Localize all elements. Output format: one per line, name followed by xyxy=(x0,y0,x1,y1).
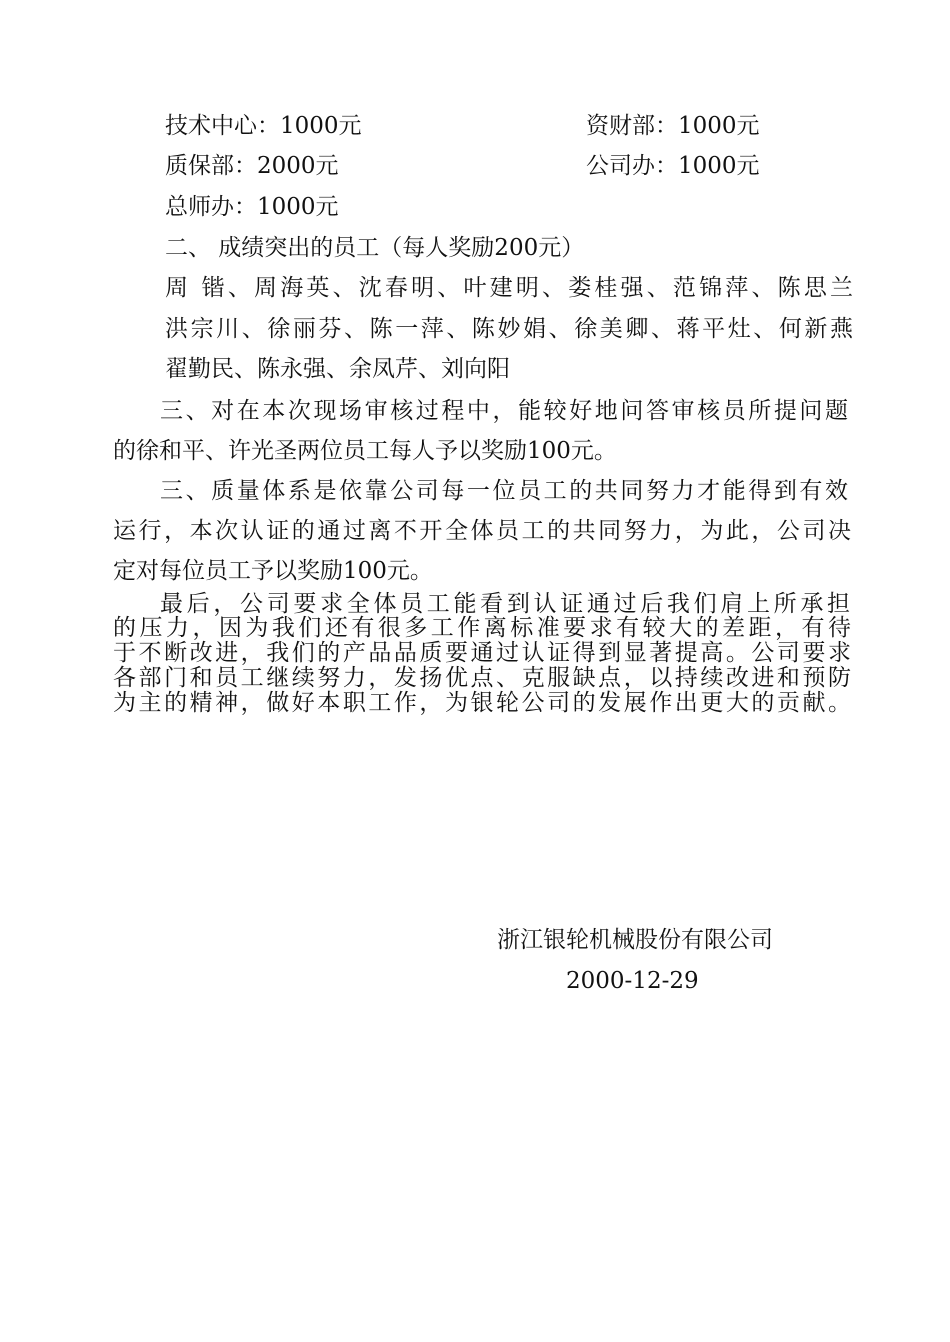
dept-award-finance: 资财部：1000元 xyxy=(586,113,760,139)
dept-award-chief-office: 总师办：1000元 xyxy=(165,194,339,220)
dept-award-office: 公司办：1000元 xyxy=(586,153,760,179)
names-line-3: 翟勤民、陈永强、余凤芹、刘向阳 xyxy=(165,356,510,382)
section-3b-line-1: 三、质量体系是依靠公司每一位员工的共同努力才能得到有效 xyxy=(160,478,848,504)
section-3b-line-2: 运行，本次认证的通过离不开全体员工的共同努力，为此，公司决 xyxy=(113,518,851,544)
signature-company: 浙江银轮机械股份有限公司 xyxy=(497,927,773,953)
closing-line-1: 最后，公司要求全体员工能看到认证通过后我们肩上所承担 xyxy=(160,591,850,617)
section-3a-line-2: 的徐和平、许光圣两位员工每人予以奖励100元。 xyxy=(113,438,617,464)
names-line-2: 洪宗川、徐丽芬、陈一萍、陈妙娟、徐美卿、蒋平灶、何新燕 xyxy=(165,316,853,342)
dept-award-tech-center: 技术中心：1000元 xyxy=(165,113,362,139)
dept-award-quality: 质保部：2000元 xyxy=(165,153,339,179)
closing-line-5: 为主的精神，做好本职工作，为银轮公司的发展作出更大的贡献。 xyxy=(113,690,851,716)
section-3b-line-3: 定对每位员工予以奖励100元。 xyxy=(113,558,433,584)
closing-line-3: 于不断改进，我们的产品品质要通过认证得到显著提高。公司要求 xyxy=(113,640,851,666)
closing-line-2: 的压力，因为我们还有很多工作离标准要求有较大的差距，有待 xyxy=(113,615,851,641)
names-line-1: 周 锴、周海英、沈春明、叶建明、娄桂强、范锦萍、陈思兰 xyxy=(165,275,853,301)
closing-line-4: 各部门和员工继续努力，发扬优点、克服缺点，以持续改进和预防 xyxy=(113,665,851,691)
section-3a-line-1: 三、对在本次现场审核过程中，能较好地问答审核员所提问题 xyxy=(160,398,848,424)
section-2-heading: 二、 成绩突出的员工（每人奖励200元） xyxy=(165,235,585,261)
signature-date: 2000-12-29 xyxy=(566,968,699,994)
